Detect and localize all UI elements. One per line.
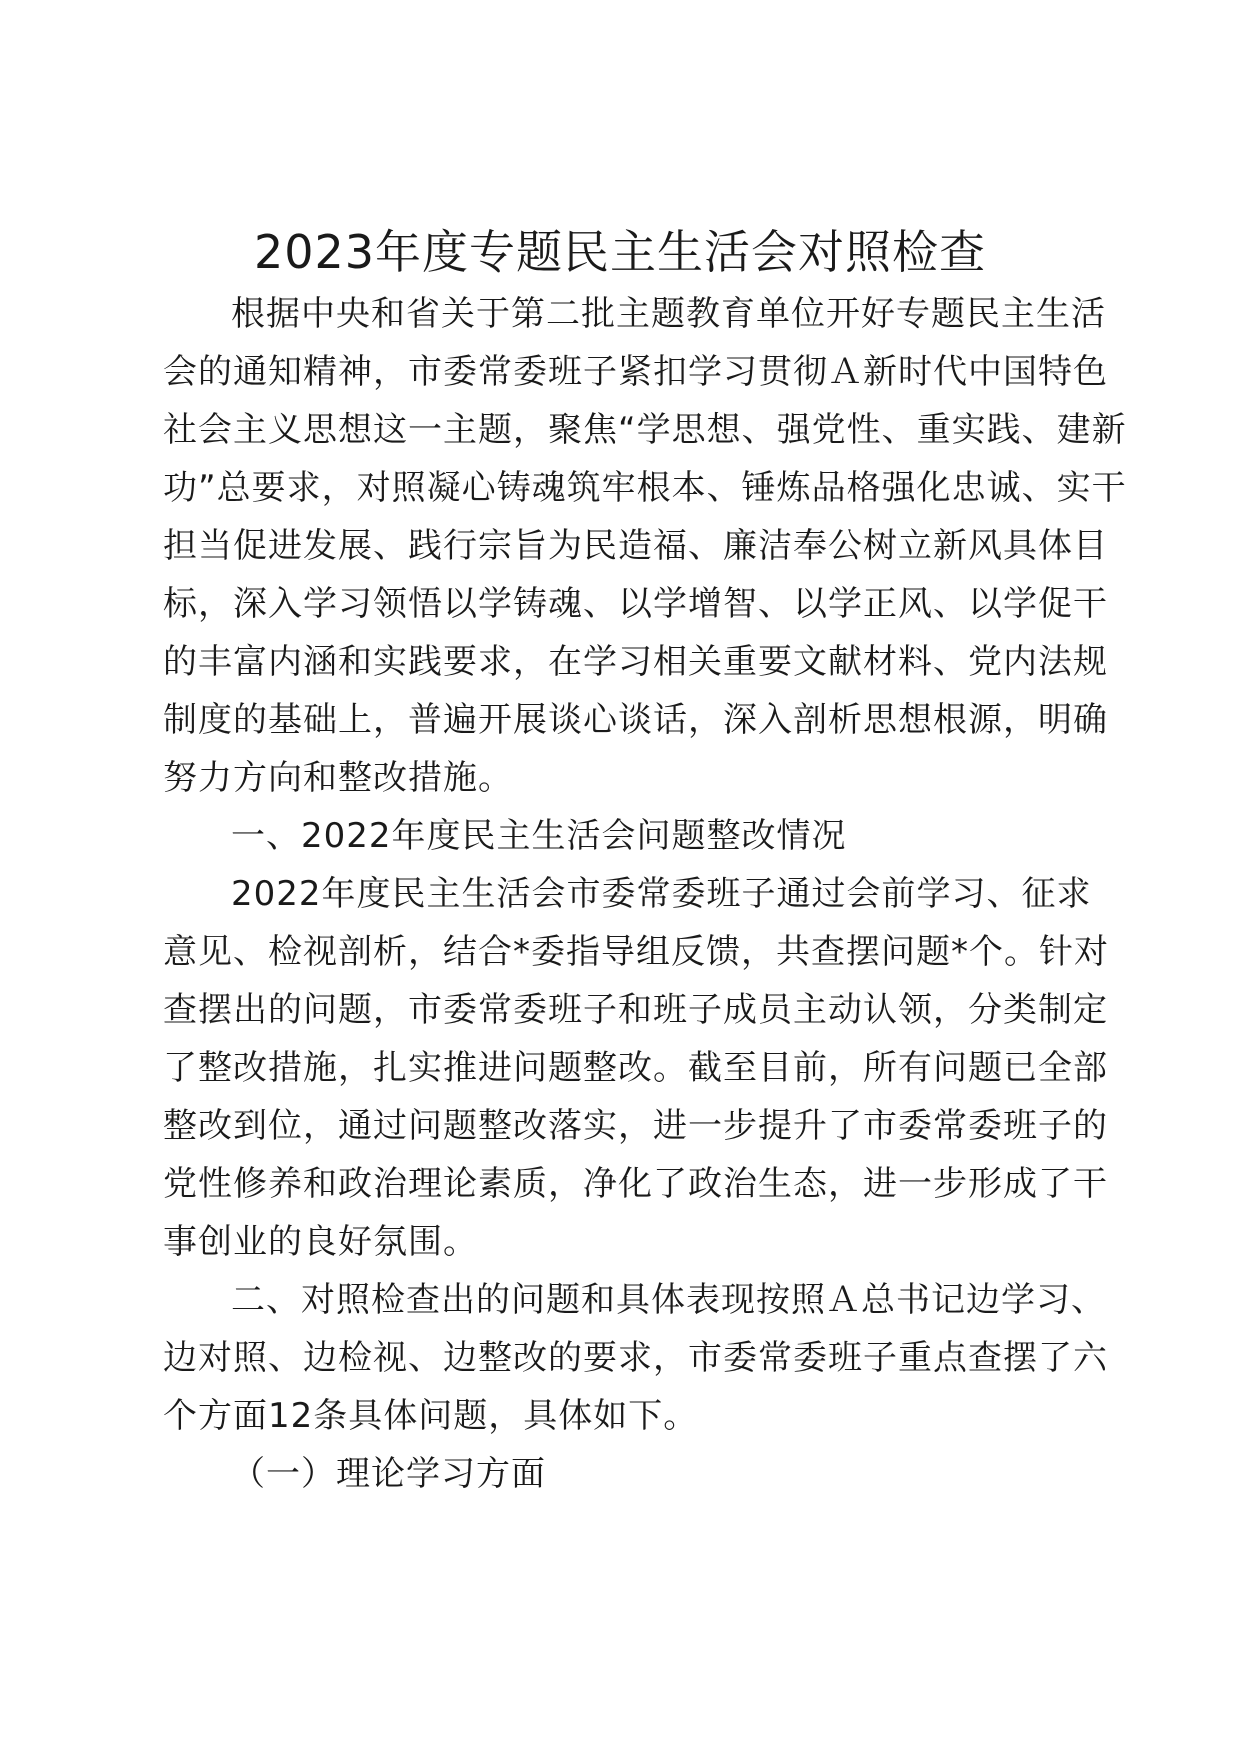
section-line: 党性修养和政治理论素质，净化了政治生态，进一步形成了干	[163, 1164, 1108, 1204]
section-line: 个方面12条具体问题，具体如下。	[163, 1396, 699, 1436]
section-line: 意见、检视剖析，结合*委指导组反馈，共查摆问题*个。针对	[163, 932, 1109, 972]
section-line: 事创业的良好氛围。	[163, 1222, 478, 1262]
section-line: 查摆出的问题，市委常委班子和班子成员主动认领，分类制定	[163, 990, 1108, 1030]
document-title: 2023年度专题民主生活会对照检查	[253, 225, 987, 279]
section-line: 边对照、边检视、边整改的要求，市委常委班子重点查摆了六	[163, 1338, 1108, 1378]
intro-line: 会的通知精神，市委常委班子紧扣学习贯彻Ａ新时代中国特色	[163, 352, 1108, 392]
subsection-heading: （一）理论学习方面	[231, 1454, 546, 1494]
section-line: 二、对照检查出的问题和具体表现按照Ａ总书记边学习、	[231, 1280, 1106, 1320]
intro-line: 的丰富内涵和实践要求，在学习相关重要文献材料、党内法规	[163, 642, 1108, 682]
intro-line: 功”总要求，对照凝心铸魂筑牢根本、锤炼品格强化忠诚、实干	[163, 468, 1127, 508]
intro-line: 制度的基础上，普遍开展谈心谈话，深入剖析思想根源，明确	[163, 700, 1108, 740]
section-line: 整改到位，通过问题整改落实，进一步提升了市委常委班子的	[163, 1106, 1108, 1146]
section-heading: 一、2022年度民主生活会问题整改情况	[231, 816, 847, 856]
intro-line: 努力方向和整改措施。	[163, 758, 513, 798]
intro-line: 社会主义思想这一主题，聚焦“学思想、强党性、重实践、建新	[163, 410, 1127, 450]
intro-line: 根据中央和省关于第二批主题教育单位开好专题民主生活	[231, 294, 1106, 334]
section-line: 2022年度民主生活会市委常委班子通过会前学习、征求	[231, 874, 1092, 914]
intro-paragraph	[163, 285, 1127, 1503]
intro-line: 担当促进发展、践行宗旨为民造福、廉洁奉公树立新风具体目	[163, 526, 1108, 566]
intro-line: 标，深入学习领悟以学铸魂、以学增智、以学正风、以学促干	[163, 584, 1108, 624]
section-line: 了整改措施，扎实推进问题整改。截至目前，所有问题已全部	[163, 1048, 1108, 1088]
